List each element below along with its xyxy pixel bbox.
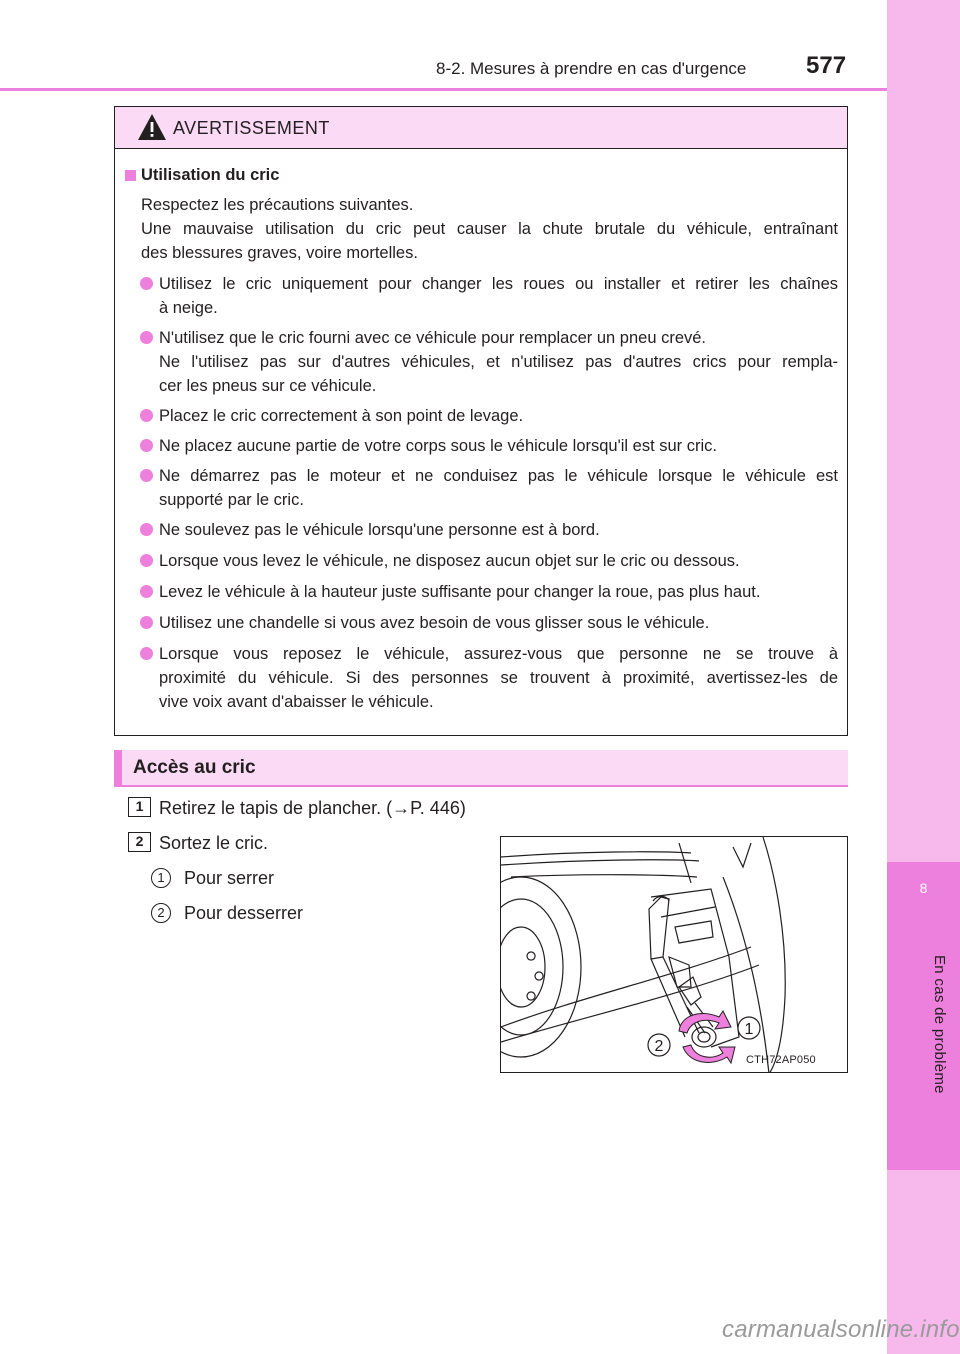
warning-title: AVERTISSEMENT bbox=[173, 118, 330, 138]
jack-illustration bbox=[500, 836, 848, 1073]
round-bullet-icon bbox=[140, 585, 153, 598]
step-text: Retirez le tapis de plancher. (→P. 446) bbox=[159, 798, 466, 818]
warning-bullet-line: Ne placez aucune partie de votre corps sous le véhicule lorsqu'il est sur cric. bbox=[159, 437, 718, 455]
warning-intro-line: Respectez les précautions suivantes. bbox=[141, 196, 414, 214]
warning-header bbox=[115, 107, 847, 149]
header-rule bbox=[0, 88, 887, 91]
round-bullet-icon bbox=[140, 523, 153, 536]
section-heading-rule bbox=[114, 785, 848, 787]
warning-bullet-line: Ne l'utilisez pas sur d'autres véhicules, et n'utilisez pas d'autres crics pour rempla- bbox=[159, 353, 838, 371]
page-number: 577 bbox=[806, 52, 847, 79]
warning-bullet-line: N'utilisez que le cric fourni avec ce véhicule pour remplacer un pneu crevé. bbox=[159, 329, 707, 347]
illustration-code: CTH72AP050 bbox=[746, 1054, 816, 1066]
illustration-callout-2: 2 bbox=[654, 1038, 664, 1055]
warning-bullet-line: Ne soulevez pas le véhicule lorsqu'une personne est à bord. bbox=[159, 521, 600, 539]
chapter-number: 8 bbox=[919, 880, 928, 896]
warning-bullet-line: à neige. bbox=[159, 299, 218, 317]
warning-bullet-line: Utilisez une chandelle si vous avez besoin de vous glisser sous le véhicule. bbox=[159, 614, 710, 632]
step-number-box: 1 bbox=[128, 797, 151, 817]
round-bullet-icon bbox=[140, 277, 153, 290]
round-bullet-icon bbox=[140, 439, 153, 452]
warning-bullet-line: supporté par le cric. bbox=[159, 491, 304, 509]
substep-number-circle: 2 bbox=[151, 903, 171, 923]
watermark-text: carmanualsonline.info bbox=[722, 1316, 960, 1343]
round-bullet-icon bbox=[140, 616, 153, 629]
warning-bullet-line: Levez le véhicule à la hauteur juste suffisante pour changer la roue, pas plus haut. bbox=[159, 583, 761, 601]
round-bullet-icon bbox=[140, 647, 153, 660]
warning-subtitle: Utilisation du cric bbox=[141, 166, 280, 184]
substep-text: Pour serrer bbox=[184, 868, 275, 888]
illustration-callout-1: 1 bbox=[744, 1021, 754, 1038]
header-section-title: 8-2. Mesures à prendre en cas d'urgence bbox=[436, 59, 747, 78]
round-bullet-icon bbox=[140, 331, 153, 344]
square-bullet-icon bbox=[125, 170, 136, 181]
warning-bullet-line: Lorsque vous levez le véhicule, ne disposez aucun objet sur le cric ou dessous. bbox=[159, 552, 740, 570]
round-bullet-icon bbox=[140, 409, 153, 422]
warning-bullet-line: vive voix avant d'abaisser le véhicule. bbox=[159, 693, 434, 711]
chapter-label: En cas de problème bbox=[931, 955, 948, 1094]
step-text: Sortez le cric. bbox=[159, 833, 269, 853]
warning-bullet-line: Placez le cric correctement à son point de levage. bbox=[159, 407, 524, 425]
warning-intro-line: des blessures graves, voire mortelles. bbox=[141, 244, 418, 262]
substep-number-circle: 1 bbox=[151, 868, 171, 888]
warning-bullet-line: Utilisez le cric uniquement pour changer les roues ou installer et retirer les chaînes bbox=[159, 275, 838, 293]
round-bullet-icon bbox=[140, 469, 153, 482]
warning-bullet-line: Ne démarrez pas le moteur et ne conduisez pas le véhicule lorsque le véhicule est bbox=[159, 467, 838, 485]
round-bullet-icon bbox=[140, 554, 153, 567]
warning-bullet-line: Lorsque vous reposez le véhicule, assurez-vous que personne ne se trouve à bbox=[159, 645, 838, 663]
warning-triangle-icon bbox=[137, 113, 167, 141]
step-number-box: 2 bbox=[128, 832, 151, 852]
section-heading-bar bbox=[114, 750, 122, 785]
warning-bullet-line: cer les pneus sur ce véhicule. bbox=[159, 377, 377, 395]
warning-bullet-line: proximité du véhicule. Si des personnes se trouvent à proximité, avertissez-les de bbox=[159, 669, 838, 687]
jack-drawing bbox=[501, 837, 848, 1073]
substep-text: Pour desserrer bbox=[184, 903, 304, 923]
section-title: Accès au cric bbox=[133, 757, 256, 778]
warning-intro-line: Une mauvaise utilisation du cric peut causer la chute brutale du véhicule, entraînant bbox=[141, 220, 838, 238]
